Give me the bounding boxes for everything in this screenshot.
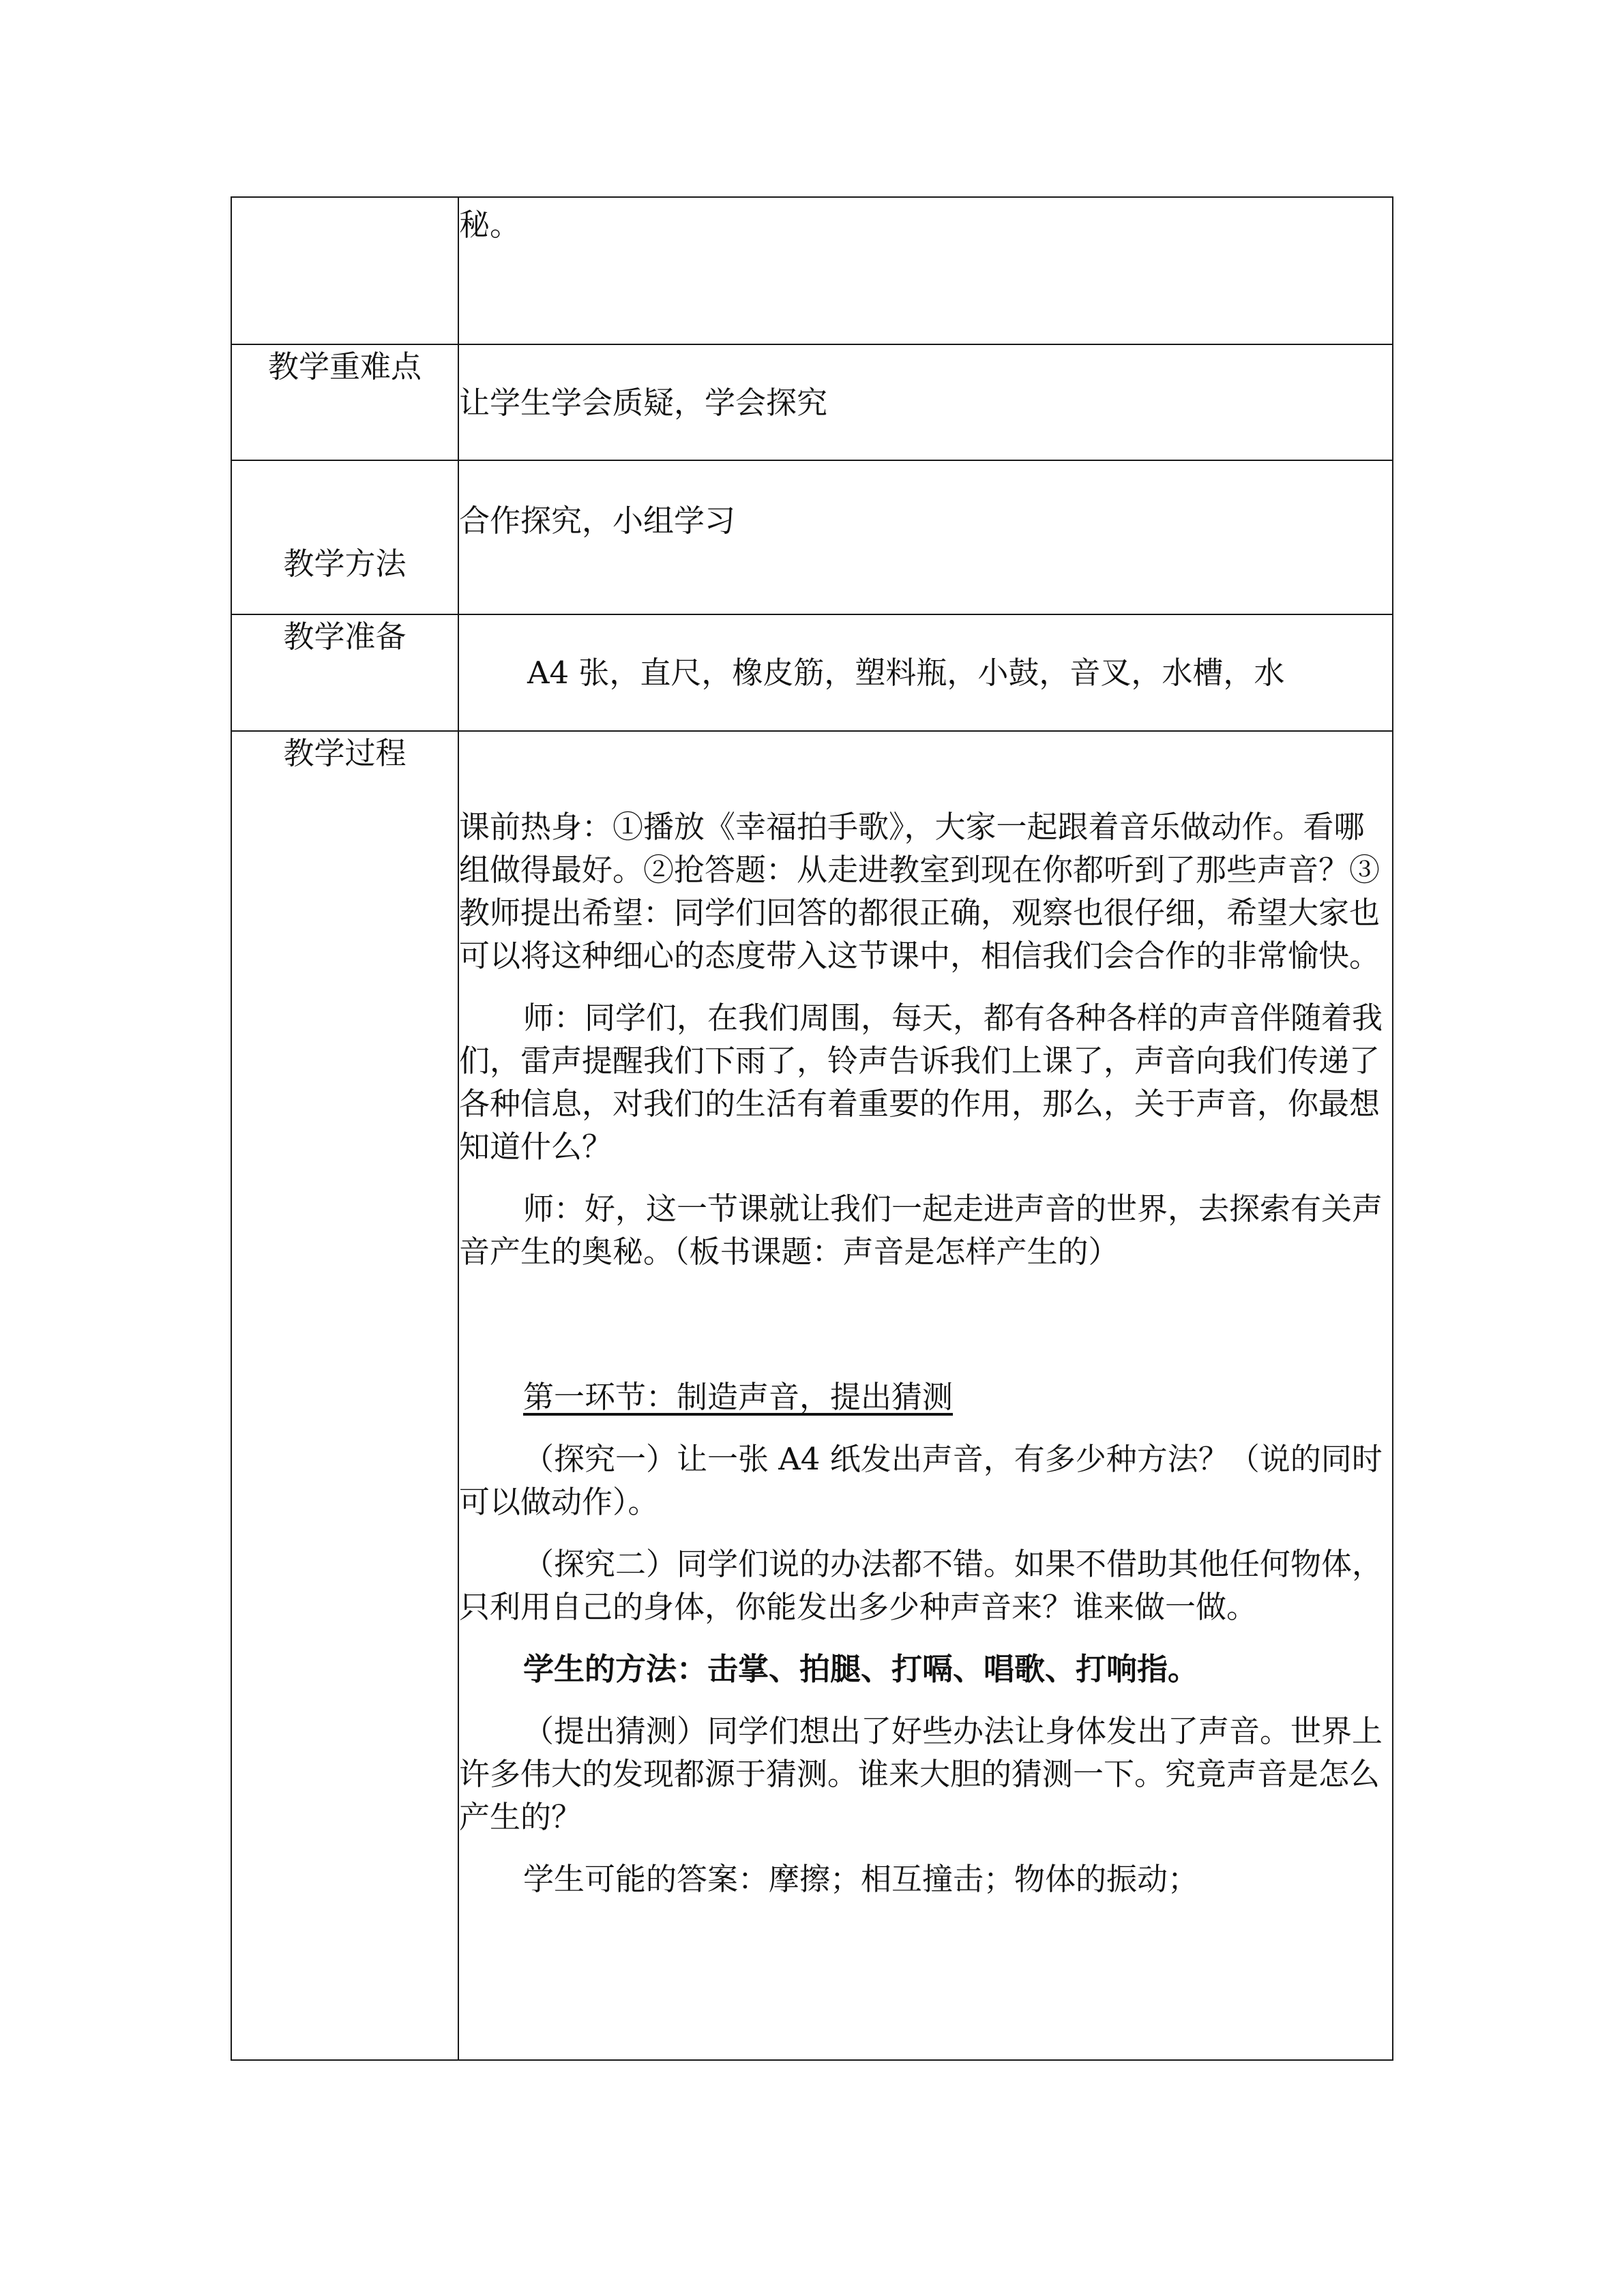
method-text: 合作探究，小组学习 xyxy=(459,503,736,539)
continuation-text: 秘。 xyxy=(459,207,521,243)
preparation-text: A4 张，直尺，橡皮筋，塑料瓶，小鼓，音叉，水槽，水 xyxy=(527,655,1285,691)
process-paragraph: （提出猜测）同学们想出了好些办法让身体发出了声音。世界上许多伟大的发现都源于猜测。谁来大胆的猜测一下。究竟声音是怎么产生的？ xyxy=(459,1713,1383,1835)
process-paragraph: 师：同学们，在我们周围，每天，都有各种各样的声音伴随着我们，雷声提醒我们下雨了，铃声告诉我们上课了，声音向我们传递了各种信息，对我们的生活有着重要的作用，那么，关于声音，你最想知道什么？ xyxy=(459,1000,1383,1165)
table-row xyxy=(231,731,1393,2060)
key-points-text: 让学生学会质疑，学会探究 xyxy=(459,384,828,421)
table-row xyxy=(231,460,1393,614)
row-content-continuation xyxy=(458,197,1393,344)
row-label-preparation: 教学准备 xyxy=(231,614,458,731)
process-paragraph: 师：好，这一节课就让我们一起走进声音的世界，去探索有关声音产生的奥秘。（板书课题：声音是怎样产生的） xyxy=(459,1191,1383,1270)
row-label-process: 教学过程 xyxy=(231,731,458,2060)
row-content-method xyxy=(458,460,1393,614)
lesson-plan-table xyxy=(231,196,1393,2061)
process-paragraph: （探究一）让一张 A4 纸发出声音，有多少种方法？（说的同时可以做动作）。 xyxy=(459,1441,1383,1520)
row-content-key-points xyxy=(458,344,1393,460)
process-paragraph: 课前热身：①播放《幸福拍手歌》，大家一起跟着音乐做动作。看哪组做得最好。②抢答题：从走进教室到现在你都听到了那些声音？③教师提出希望：同学们回答的都很正确，观察也很仔细，希望大家也可以将这种细心的态度带入这节课中，相信我们会合作的非常愉快。 xyxy=(459,809,1381,974)
row-content-preparation xyxy=(458,614,1393,731)
process-paragraph: 学生可能的答案：摩擦；相互撞击；物体的振动； xyxy=(523,1861,1199,1897)
student-methods: 学生的方法：击掌、拍腿、打嗝、唱歌、打响指。 xyxy=(523,1651,1199,1687)
table-row xyxy=(231,344,1393,460)
row-label-method: 教学方法 xyxy=(231,460,458,614)
row-label-key-points: 教学重难点 xyxy=(231,344,458,460)
section-heading: 第一环节：制造声音，提出猜测 xyxy=(523,1379,954,1415)
row-content-process xyxy=(458,731,1393,2060)
row-label-empty xyxy=(231,197,458,344)
table-row xyxy=(231,197,1393,344)
process-paragraph: （探究二）同学们说的办法都不错。如果不借助其他任何物体，只利用自己的身体，你能发出多少种声音来？谁来做一做。 xyxy=(459,1546,1383,1625)
table-row xyxy=(231,614,1393,731)
